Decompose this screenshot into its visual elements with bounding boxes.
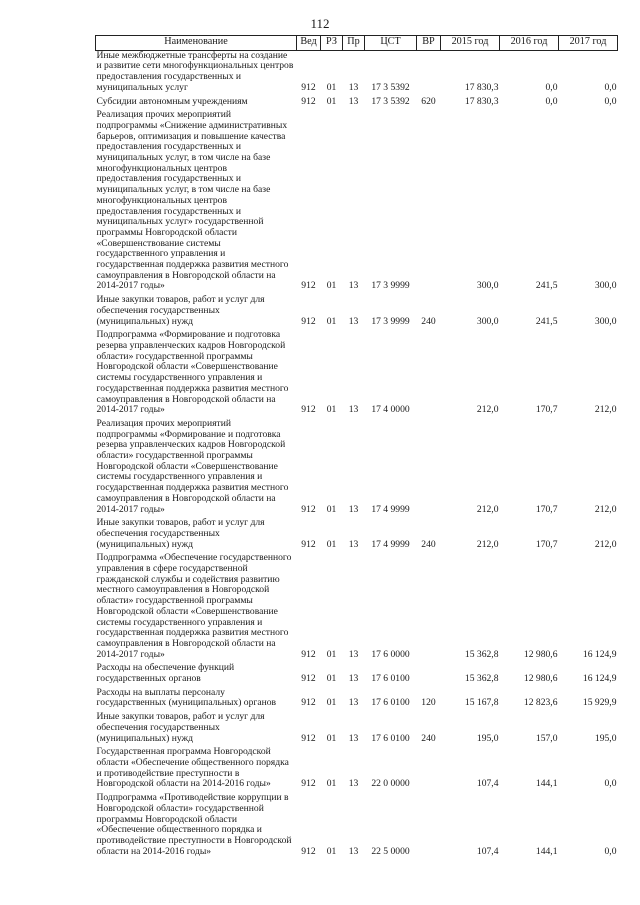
- row-vr: 240: [421, 315, 436, 327]
- row-ved: 912: [301, 697, 316, 709]
- column-header-2015: 2015 год: [441, 36, 500, 51]
- row-value-2016: 0,0: [545, 81, 558, 93]
- row-rz: 01: [326, 95, 337, 107]
- row-ved: 912: [301, 778, 316, 790]
- row-pr: 13: [348, 95, 359, 107]
- row-pr: 13: [348, 845, 359, 857]
- row-value-2016: 157,0: [535, 732, 558, 744]
- row-name: Субсидии автономным учреждениям: [96, 95, 248, 107]
- row-value-2016: 12 823,6: [523, 697, 558, 709]
- page-number: 112: [310, 16, 330, 31]
- row-value-2017: 16 124,9: [582, 648, 617, 660]
- row-vr: [417, 419, 441, 518]
- row-pr: 13: [348, 404, 359, 416]
- table-row: [96, 747, 618, 793]
- row-name: Подпрограмма «Противодействие коррупции в Новгородской области» государственной программы Новгородской области «Обеспечение общественного порядка и противодействие преступности в Новгородской области на 2014-2016 годы»: [96, 792, 292, 857]
- row-rz: 01: [326, 280, 337, 292]
- row-pr: 13: [348, 648, 359, 660]
- row-rz: 01: [326, 697, 337, 709]
- table-row: [96, 663, 618, 687]
- row-name: Подпрограмма «Обеспечение государственного управления в сфере государственной гражданской службы и содействия развитию местного самоуправления в Новгородской области» государственной программы Новгородской области «Совершенствование системы государственного управления и государственная поддержка развития местного самоуправления в Новгородской области на 2014-2017 годы»: [96, 552, 292, 660]
- row-value-2017: 0,0: [604, 778, 617, 790]
- row-ved: 912: [301, 503, 316, 515]
- row-vr: [417, 50, 441, 96]
- row-value-2017: 300,0: [594, 315, 617, 327]
- row-vr: [417, 663, 441, 687]
- row-value-2016: 144,1: [535, 845, 558, 857]
- row-value-2017: 0,0: [604, 81, 617, 93]
- row-ved: 912: [301, 315, 316, 327]
- table-row: [96, 330, 618, 419]
- row-ved: 912: [301, 845, 316, 857]
- row-ved: 912: [301, 81, 316, 93]
- row-value-2015: 17 830,3: [464, 95, 499, 107]
- row-value-2016: 170,7: [535, 538, 558, 550]
- row-cst: 17 3 9999: [371, 315, 410, 327]
- row-cst: 17 6 0100: [371, 673, 410, 685]
- row-value-2017: 0,0: [604, 845, 617, 857]
- row-value-2017: 212,0: [594, 538, 617, 550]
- table-row: [96, 97, 618, 111]
- row-ved: 912: [301, 95, 316, 107]
- row-rz: 01: [326, 81, 337, 93]
- row-value-2017: 195,0: [594, 732, 617, 744]
- table-row: [96, 50, 618, 96]
- column-header-2017: 2017 год: [559, 36, 618, 51]
- row-rz: 01: [326, 732, 337, 744]
- row-pr: 13: [348, 673, 359, 685]
- row-pr: 13: [348, 503, 359, 515]
- row-rz: 01: [326, 315, 337, 327]
- row-rz: 01: [326, 503, 337, 515]
- row-vr: [417, 330, 441, 419]
- row-cst: 17 4 9999: [371, 538, 410, 550]
- row-ved: 912: [301, 280, 316, 292]
- row-value-2015: 15 362,8: [464, 648, 499, 660]
- row-vr: [417, 110, 441, 295]
- row-value-2017: 212,0: [594, 404, 617, 416]
- row-value-2015: 15 167,8: [464, 697, 499, 709]
- table-row: [96, 793, 618, 860]
- row-cst: 17 6 0000: [371, 648, 410, 660]
- row-value-2017: 300,0: [594, 280, 617, 292]
- row-pr: 13: [348, 697, 359, 709]
- row-pr: 13: [348, 280, 359, 292]
- row-pr: 13: [348, 732, 359, 744]
- row-vr: 620: [421, 95, 436, 107]
- row-value-2015: 212,0: [476, 538, 499, 550]
- row-rz: 01: [326, 845, 337, 857]
- row-cst: 17 3 5392: [371, 81, 410, 93]
- table-row: [96, 110, 618, 295]
- row-vr: [417, 747, 441, 793]
- row-pr: 13: [348, 81, 359, 93]
- column-header-rz: РЗ: [321, 36, 343, 51]
- table-row: [96, 419, 618, 518]
- row-rz: 01: [326, 648, 337, 660]
- row-vr: [417, 553, 441, 663]
- row-vr: [417, 793, 441, 860]
- row-rz: 01: [326, 404, 337, 416]
- row-cst: 17 4 0000: [371, 404, 410, 416]
- row-cst: 22 0 0000: [371, 778, 410, 790]
- row-value-2015: 212,0: [476, 404, 499, 416]
- row-value-2015: 107,4: [476, 845, 499, 857]
- row-pr: 13: [348, 538, 359, 550]
- row-vr: 240: [421, 538, 436, 550]
- row-ved: 912: [301, 538, 316, 550]
- row-value-2016: 12 980,6: [523, 648, 558, 660]
- row-value-2016: 0,0: [545, 95, 558, 107]
- table-row: [96, 688, 618, 712]
- row-name: Иные закупки товаров, работ и услуг для обеспечения государственных (муниципальных) нужд: [96, 294, 265, 327]
- row-value-2016: 241,5: [535, 315, 558, 327]
- column-header-vr: ВР: [417, 36, 441, 51]
- column-header-2016: 2016 год: [500, 36, 559, 51]
- row-rz: 01: [326, 673, 337, 685]
- row-ved: 912: [301, 648, 316, 660]
- row-pr: 13: [348, 315, 359, 327]
- budget-table: [95, 35, 618, 860]
- table-body: [96, 50, 618, 860]
- row-value-2015: 212,0: [476, 503, 499, 515]
- row-rz: 01: [326, 778, 337, 790]
- row-name: Подпрограмма «Формирование и подготовка резерва управленческих кадров Новгородской области» государственной программы Новгородской области «Совершенствование системы государственного управления и государственная поддержка развития местного самоуправления в Новгородской области на 2014-2017 годы»: [96, 329, 289, 416]
- row-value-2015: 15 362,8: [464, 673, 499, 685]
- row-name: Иные закупки товаров, работ и услуг для обеспечения государственных (муниципальных) нужд: [96, 711, 265, 744]
- row-name: Расходы на обеспечение функций государственных органов: [96, 662, 235, 685]
- row-ved: 912: [301, 404, 316, 416]
- row-cst: 22 5 0000: [371, 845, 410, 857]
- row-pr: 13: [348, 778, 359, 790]
- row-cst: 17 4 9999: [371, 503, 410, 515]
- column-header-ved: Вед: [297, 36, 321, 51]
- row-name: Иные межбюджетные трансферты на создание и развитие сети многофункциональных центров предоставления государственных и муниципальных услуг: [96, 49, 294, 93]
- table-row: [96, 518, 618, 553]
- row-cst: 17 3 9999: [371, 280, 410, 292]
- row-name: Реализация прочих мероприятий подпрограммы «Снижение административных барьеров, оптимизация и повышение качества предоставления государственных и муниципальных услуг, в том числе на базе многофункциональных центров предоставления государственных и муниципальных услуг, в том числе на базе многофункциональных центров предоставления государственных и муниципальных услуг» государственной программы Новгородской области «Совершенствование системы государственного управления и государственная поддержка развития местного самоуправления в Новгородской области на 2014-2017 годы»: [96, 109, 289, 292]
- row-cst: 17 6 0100: [371, 732, 410, 744]
- row-value-2015: 17 830,3: [464, 81, 499, 93]
- row-value-2016: 12 980,6: [523, 673, 558, 685]
- row-value-2015: 300,0: [476, 280, 499, 292]
- row-name: Иные закупки товаров, работ и услуг для обеспечения государственных (муниципальных) нужд: [96, 517, 265, 550]
- row-ved: 912: [301, 732, 316, 744]
- row-name: Государственная программа Новгородской области «Обеспечение общественного порядка и противодействие преступности в Новгородской области на 2014-2016 годы»: [96, 746, 289, 790]
- row-value-2017: 0,0: [604, 95, 617, 107]
- row-value-2017: 16 124,9: [582, 673, 617, 685]
- row-value-2015: 107,4: [476, 778, 499, 790]
- row-ved: 912: [301, 673, 316, 685]
- row-name: Реализация прочих мероприятий подпрограммы «Формирование и подготовка резерва управленческих кадров Новгородской области» государственной программы Новгородской области «Совершенствование системы государственного управления и государственная поддержка развития местного самоуправления в Новгородской области на 2014-2017 годы»: [96, 417, 289, 515]
- row-value-2016: 144,1: [535, 778, 558, 790]
- row-vr: 120: [421, 697, 436, 709]
- row-vr: 240: [421, 732, 436, 744]
- row-value-2015: 300,0: [476, 315, 499, 327]
- row-rz: 01: [326, 538, 337, 550]
- table-row: [96, 712, 618, 747]
- column-header-pr: Пр: [343, 36, 365, 51]
- row-value-2016: 170,7: [535, 503, 558, 515]
- row-name: Расходы на выплаты персоналу государственных (муниципальных) органов: [96, 686, 277, 709]
- row-value-2017: 212,0: [594, 503, 617, 515]
- table-row: [96, 295, 618, 330]
- table-header-row: [96, 36, 618, 51]
- row-cst: 17 3 5392: [371, 95, 410, 107]
- row-value-2015: 195,0: [476, 732, 499, 744]
- row-cst: 17 6 0100: [371, 697, 410, 709]
- column-header-name: Наименование: [96, 36, 297, 51]
- table-row: [96, 553, 618, 663]
- column-header-cst: ЦСТ: [365, 36, 417, 51]
- row-value-2017: 15 929,9: [582, 697, 617, 709]
- row-value-2016: 170,7: [535, 404, 558, 416]
- row-value-2016: 241,5: [535, 280, 558, 292]
